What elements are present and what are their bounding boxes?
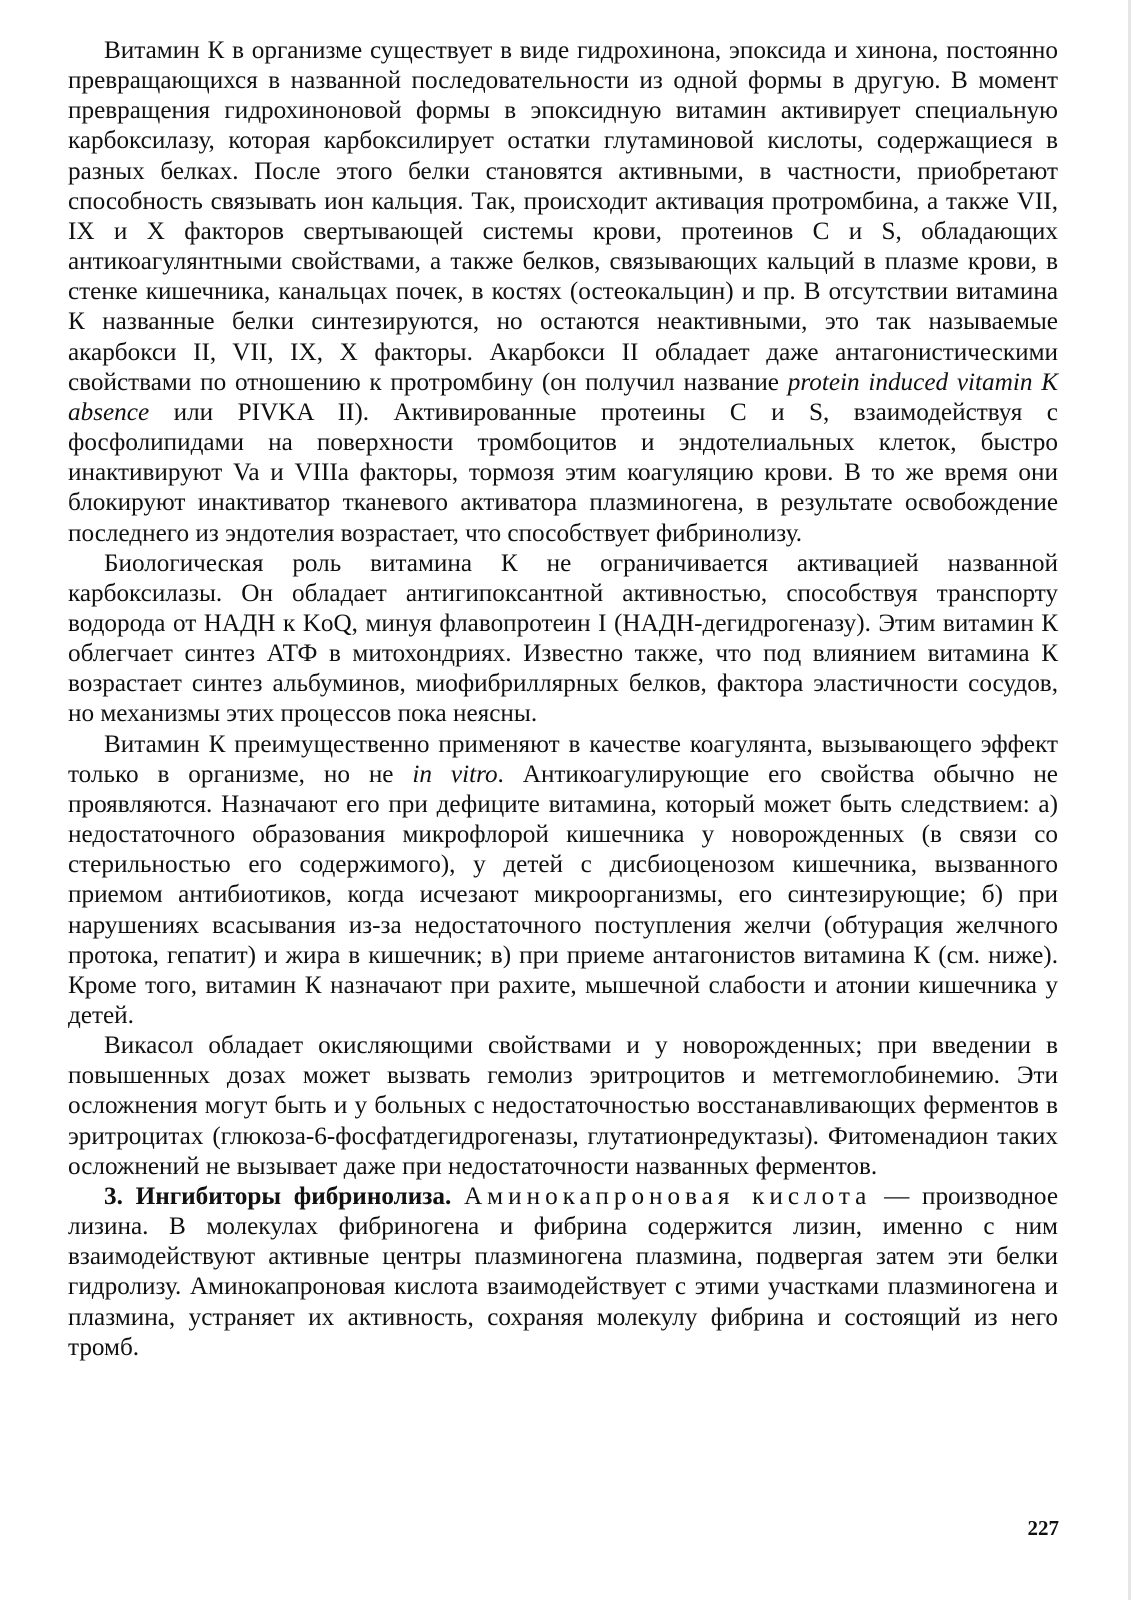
text-run: Витамин К в организме существует в виде гидрохинона, эпоксида и хинона, постоянно превращающихся в названной последовательности из одной формы в другую. В момент превращения гидрохиноновой формы в эпоксидную витамин активирует специальную карбоксилазу, которая карбоксилирует остатки глутаминовой кислоты, содержащиеся в разных белках. После этого белки становятся активными, в частности, приобретают способность связывать ион кальция. Так, происходит активация протромбина, а также VII, IX и X факторов свертывающей системы крови, протеинов С и S, обладающих антикоагулянтными свойствами, а также белков, связывающих кальций в плазме крови, в стенке кишечника, канальцах почек, в костях (остеокальцин) и пр. В отсутствии витамина К названные белки синтезируются, но остаются неактивными, это так называемые акарбокси II, VII, IX, X факторы. Акарбокси II обладает даже антагонистическими свойствами по отношению к протромбину (он получил название (68, 37, 1058, 396)
section-heading: 3. Ингибиторы фибринолиза. (104, 1182, 452, 1210)
paragraph-fibrinolysis-inhibitors (68, 1182, 1058, 1363)
text-run: или PIVKA II). Активированные протеины С и S, взаимодействуя с фосфолипидами на поверхности тромбоцитов и эндотелиальных клеток, быстро инактивируют Va и VIIIa факторы, тормозя этим коагуляцию крови. В то же время они блокируют инактиватор тканевого активатора плазминогена, в результате освобождение последнего из эндотелия возрастает, что способствует фибринолизу. (68, 398, 1058, 547)
paragraph-vikasol (68, 1031, 1058, 1182)
text-run: Викасол обладает окисляющими свойствами и у новорожденных; при введении в повышенных дозах может вызвать гемолиз эритроцитов и метгемоглобинемию. Эти осложнения могут быть и у больных с недостаточностью восстанавливающих ферментов в эритроцитах (глюкоза-6-фосфатдегидрогеназы, глутатионредуктазы). Фитоменадион таких осложнений не вызывает даже при недостаточности названных ферментов. (68, 1032, 1058, 1180)
text-run (451, 1183, 464, 1210)
text-run: — производное лизина. В молекулах фибриногена и фибрина содержится лизин, именно с ним взаимодействуют активные центры плазминогена плазмина, подвергая затем эти белки гидролизу. Аминокапроновая кислота взаимодействует с этими участками плазминогена и плазмина, устраняет их активность, сохраняя молекулу фибрина и состоящий из него тромб. (68, 1182, 1059, 1361)
paragraph-biological-role (68, 549, 1058, 730)
page-number: 227 (1027, 1516, 1059, 1540)
italic-term-in-vitro: in vitro (412, 760, 498, 788)
spaced-term-aminocaproic-acid: Аминокапроновая кислота (463, 1182, 872, 1210)
paragraph-coagulant-use (68, 730, 1058, 1032)
body-text (68, 36, 1058, 1363)
text-run: . Антикоагулирующие его свойства обычно не проявляются. Назначают его при дефиците витамина, который может быть следствием: а) недостаточного образования микрофлорой кишечника у новорожденных (в связи со стерильностью его содержимого), у детей с дисбиоценозом кишечника, вызванного приемом антибиотиков, когда исчезают микроорганизмы, его синтезирующие; б) при нарушениях всасывания из-за недостаточного поступления желчи (обтурация желчного протока, гепатит) и жира в кишечник; в) при приеме антагонистов витамина К (см. ниже). Кроме того, витамин К назначают при рахите, мышечной слабости и атонии кишечника у детей. (68, 760, 1058, 1029)
text-run: Витамин К преимущественно применяют в качестве коагулянта, вызывающего эффект только в организме, но не (68, 730, 1058, 788)
italic-term-pivka: protein induced vitamin K absence (68, 368, 1058, 426)
paragraph-vitamin-k-forms (68, 36, 1058, 549)
text-run: Биологическая роль витамина К не ограничивается активацией названной карбоксилазы. Он обладает антигипоксантной активностью, способствуя транспорту водорода от НАДН к KoQ, минуя флавопротеин I (НАДН-дегидрогеназу). Этим витамин К облегчает синтез АТФ в митохондриях. Известно также, что под влиянием витамина К возрастает синтез альбуминов, миофибриллярных белков, фактора эластичности сосудов, но механизмы этих процессов пока неясны. (68, 549, 1058, 728)
